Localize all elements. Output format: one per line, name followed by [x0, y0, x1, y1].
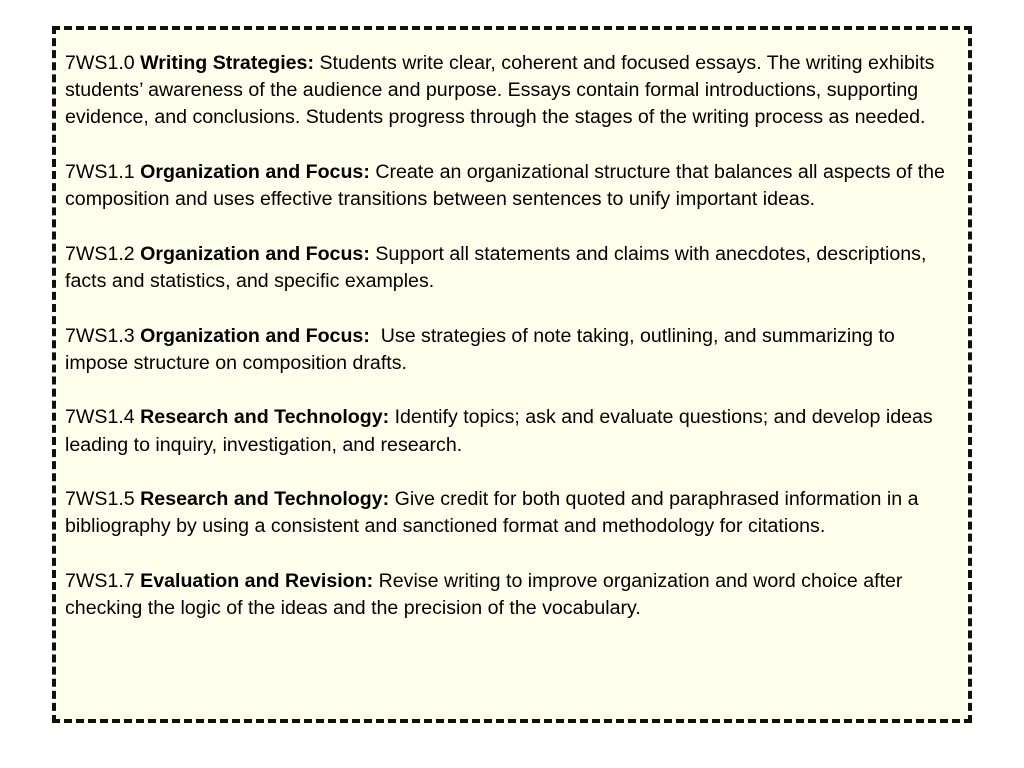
- standard-text: Create an organizational structure that balances all aspects of the composition and uses effective transitions between sentences to unify important ideas.: [65, 161, 945, 211]
- standards-box: [52, 26, 972, 723]
- standard-paragraph: [65, 568, 960, 622]
- standard-code: 7WS1.0: [65, 52, 135, 74]
- standard-heading: Research and Technology:: [140, 488, 390, 511]
- standard-paragraph: [65, 404, 960, 458]
- standard-heading: Writing Strategies:: [140, 52, 314, 74]
- standard-text: Revise writing to improve organization and word choice after checking the logic of the ideas and the precision of the vocabulary.: [65, 569, 903, 620]
- standard-text: Support all statements and claims with anecdotes, descriptions, facts and statistics, and specific examples.: [65, 242, 927, 292]
- standard-code: 7WS1.4: [65, 406, 135, 429]
- standard-heading: Organization and Focus:: [140, 242, 370, 265]
- standard-paragraph: [65, 486, 960, 540]
- standard-heading: Research and Technology:: [140, 406, 390, 429]
- standard-paragraph: [65, 323, 960, 377]
- standard-heading: Evaluation and Revision:: [140, 569, 374, 592]
- standard-paragraph: [65, 241, 960, 295]
- standard-code: 7WS1.7: [65, 569, 135, 592]
- standard-text: Use strategies of note taking, outlining, and summarizing to impose structure on composition drafts.: [65, 324, 901, 374]
- standard-heading: Organization and Focus:: [140, 324, 370, 347]
- standard-heading: Organization and Focus:: [140, 161, 370, 183]
- standard-text: Identify topics; ask and evaluate questions; and develop ideas leading to inquiry, investigation, and research.: [65, 406, 933, 456]
- standard-text: Students write clear, coherent and focused essays. The writing exhibits students’ awareness of the audience and purpose. Essays contain formal introductions, supporting evidence, and conclusions. Students progress through the stages of the writing process as needed.: [65, 52, 935, 129]
- standard-paragraph: [65, 50, 960, 132]
- standard-text: Give credit for both quoted and paraphrased information in a bibliography by using a consistent and sanctioned format and methodology for citations.: [65, 488, 919, 538]
- standard-code: 7WS1.5: [65, 488, 135, 511]
- standard-code: 7WS1.2: [65, 242, 135, 265]
- standard-code: 7WS1.3: [65, 324, 135, 347]
- standard-code: 7WS1.1: [65, 161, 135, 183]
- standard-paragraph: [65, 159, 960, 213]
